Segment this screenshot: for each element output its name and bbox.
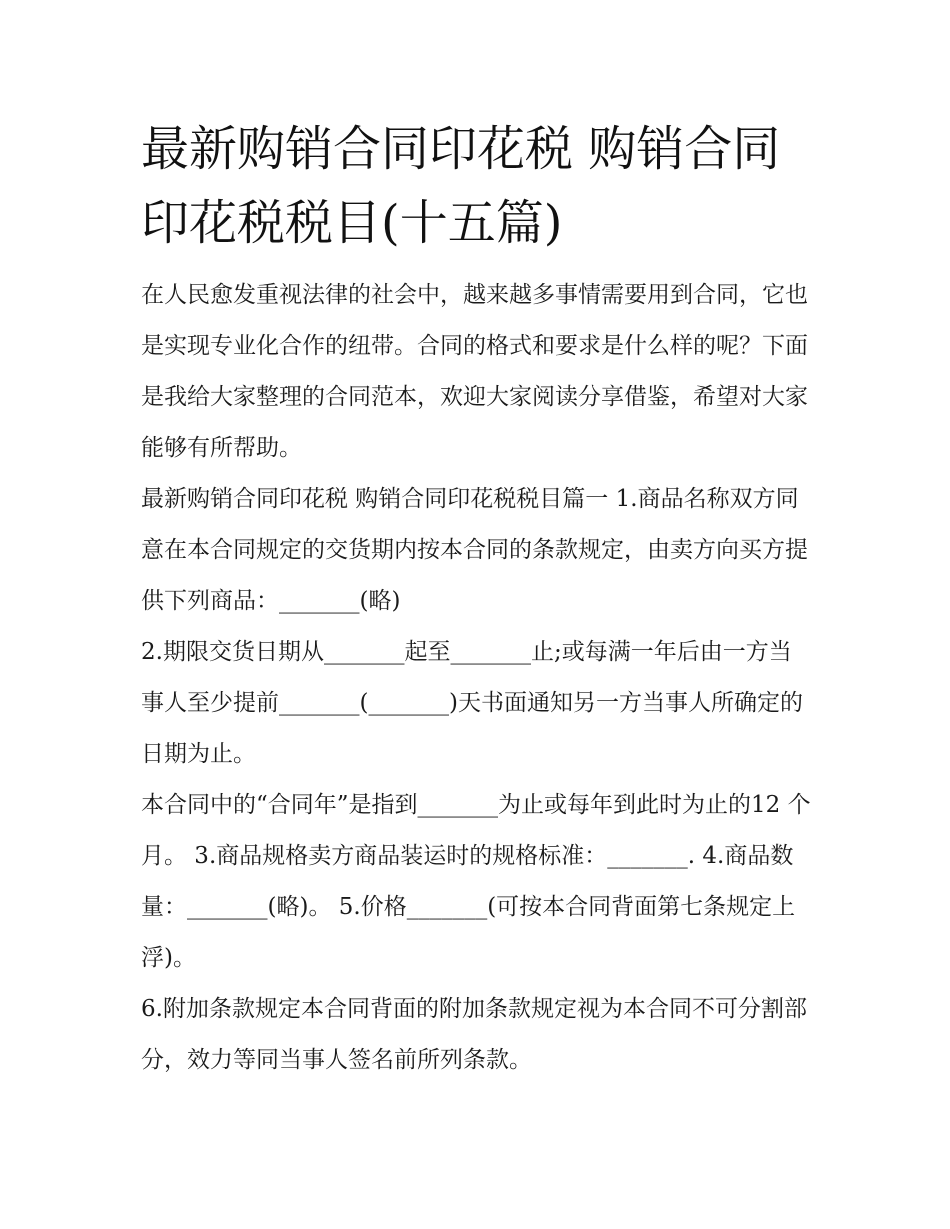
intro-paragraph: 在人民愈发重视法律的社会中，越来越多事情需要用到合同，它也是实现专业化合作的纽带。合同的格式和要求是什么样的呢？下面是我给大家整理的合同范本，欢迎大家阅读分享借鉴，希望对大家能够有所帮助。 <box>141 282 808 461</box>
document-title: 最新购销合同印花税 购销合同印花税税目(十五篇) <box>141 121 781 251</box>
clause-paragraph-spec-quantity-price: 本合同中的“合同年”是指到_______为止或每年到此时为止的12 个月。 3.商品规格卖方商品装运时的规格标准：_______. 4.商品数量：_______(略)。 5.价格_______(可按本合同背面第七条规定上浮)。 <box>141 792 811 971</box>
clause-paragraph-additional-terms: 6.附加条款规定本合同背面的附加条款规定视为本合同不可分割部分，效力等同当事人签名前所列条款。 <box>141 996 807 1073</box>
clause-paragraph-term: 2.期限交货日期从_______起至_______止;或每满一年后由一方当事人至少提前_______(_______)天书面通知另一方当事人所确定的日期为止。 <box>141 639 803 767</box>
document-body <box>141 112 813 1086</box>
clause-paragraph-goods-name: 最新购销合同印花税 购销合同印花税税目篇一 1.商品名称双方同意在本合同规定的交货期内按本合同的条款规定，由卖方向买方提供下列商品：_______(略) <box>141 486 808 614</box>
